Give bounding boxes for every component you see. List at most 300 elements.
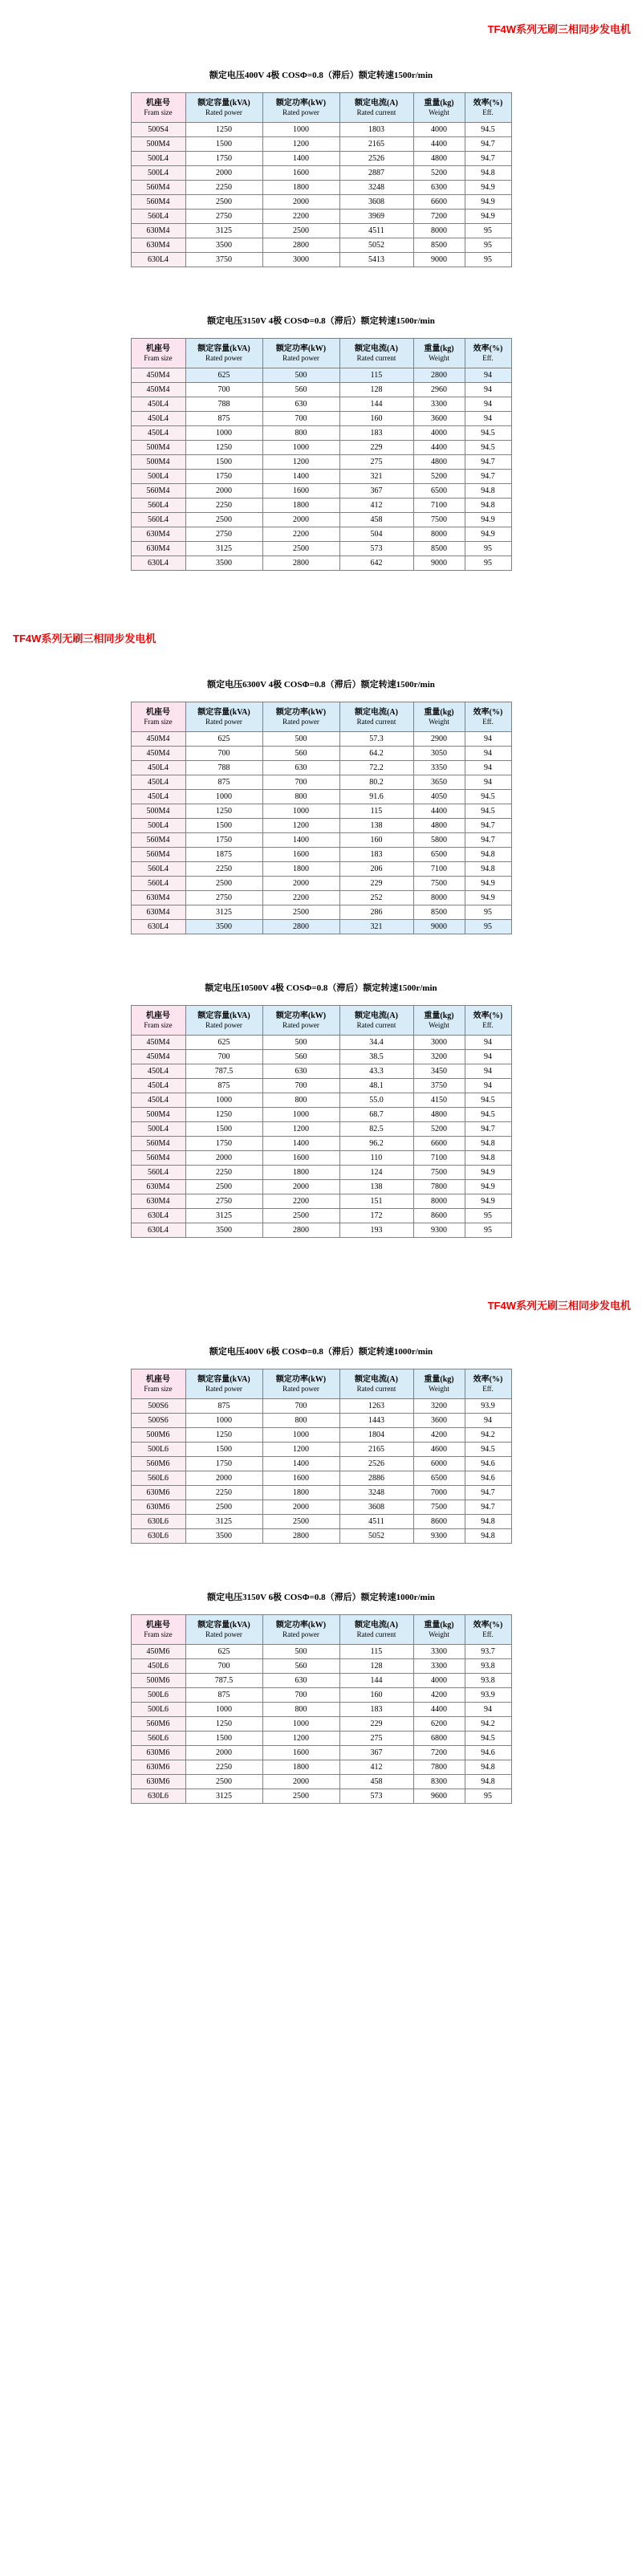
cell-weight: 7000 — [413, 1486, 465, 1500]
cell-weight: 8500 — [413, 542, 465, 556]
cell-rated-current: 3248 — [339, 181, 413, 195]
cell-efficiency: 94.8 — [465, 484, 511, 499]
col-header-kva-cn: 额定容量(kVA) — [197, 1620, 250, 1630]
cell-efficiency: 95 — [465, 905, 511, 920]
cell-rated-current: 38.5 — [339, 1050, 413, 1064]
col-header-kva-cn: 额定容量(kVA) — [197, 1374, 250, 1384]
cell-rated-kw: 700 — [262, 1688, 339, 1703]
spacer-between-t3-t4 — [0, 934, 642, 981]
col-header-frame — [131, 702, 185, 732]
cell-efficiency: 94 — [465, 1050, 511, 1064]
cell-efficiency: 94.5 — [465, 1732, 511, 1746]
cell-rated-kw: 1800 — [262, 499, 339, 513]
cell-rated-current: 43.3 — [339, 1064, 413, 1079]
cell-rated-kva: 2500 — [185, 1775, 262, 1789]
cell-efficiency: 94.5 — [465, 804, 511, 819]
spacer-between-t1-t2 — [0, 267, 642, 314]
col-header-weight-en: Weight — [429, 353, 449, 362]
cell-rated-current: 80.2 — [339, 775, 413, 790]
cell-rated-current: 1804 — [339, 1428, 413, 1443]
spacer-caption-5 — [0, 1357, 642, 1369]
spec-table-3150v-6p — [131, 1614, 512, 1804]
cell-frame: 450M4 — [131, 747, 185, 761]
table-row — [131, 1036, 511, 1050]
cell-rated-kva: 700 — [185, 1659, 262, 1674]
cell-weight: 4800 — [413, 455, 465, 470]
cell-rated-current: 1263 — [339, 1399, 413, 1414]
cell-rated-current: 138 — [339, 819, 413, 833]
col-header-eff-cn: 效率(%) — [473, 1620, 503, 1630]
cell-rated-kva: 3125 — [185, 542, 262, 556]
table-row — [131, 368, 511, 383]
col-header-kw — [262, 1615, 339, 1645]
cell-efficiency: 94.7 — [465, 455, 511, 470]
cell-rated-current: 286 — [339, 905, 413, 920]
cell-rated-current: 64.2 — [339, 747, 413, 761]
cell-frame: 450L4 — [131, 426, 185, 441]
cell-weight: 7500 — [413, 877, 465, 891]
col-header-eff-cn: 效率(%) — [473, 707, 503, 717]
cell-weight: 2900 — [413, 732, 465, 747]
cell-rated-kva: 625 — [185, 1036, 262, 1050]
cell-weight: 6500 — [413, 1471, 465, 1486]
cell-efficiency: 93.7 — [465, 1645, 511, 1659]
cell-weight: 7500 — [413, 1166, 465, 1180]
table-body — [131, 1036, 511, 1238]
cell-rated-current: 504 — [339, 527, 413, 542]
table-row — [131, 1166, 511, 1180]
cell-rated-kw: 630 — [262, 1674, 339, 1688]
col-header-kva — [185, 1006, 262, 1036]
cell-rated-kva: 1500 — [185, 137, 262, 152]
cell-efficiency: 94 — [465, 1079, 511, 1093]
section-header-1: TF4W系列无刷三相同步发电机 — [487, 23, 631, 35]
cell-efficiency: 94.9 — [465, 527, 511, 542]
cell-frame: 450L4 — [131, 775, 185, 790]
spec-table-3150v-4p — [131, 338, 512, 571]
cell-efficiency: 94.2 — [465, 1717, 511, 1732]
cell-rated-current: 1443 — [339, 1414, 413, 1428]
cell-rated-kw: 560 — [262, 1050, 339, 1064]
cell-rated-current: 115 — [339, 368, 413, 383]
cell-rated-kw: 1800 — [262, 862, 339, 877]
cell-rated-kva: 1250 — [185, 804, 262, 819]
cell-weight: 7100 — [413, 499, 465, 513]
cell-efficiency: 94 — [465, 732, 511, 747]
cell-frame: 500M4 — [131, 804, 185, 819]
cell-frame: 450M4 — [131, 383, 185, 397]
cell-rated-kva: 3125 — [185, 1515, 262, 1529]
cell-frame: 450L4 — [131, 1064, 185, 1079]
cell-weight: 7500 — [413, 1500, 465, 1515]
cell-frame: 450L4 — [131, 397, 185, 412]
cell-rated-kw: 1000 — [262, 1717, 339, 1732]
cell-frame: 500M4 — [131, 455, 185, 470]
cell-rated-current: 160 — [339, 1688, 413, 1703]
cell-rated-kva: 625 — [185, 368, 262, 383]
cell-weight: 9600 — [413, 1789, 465, 1804]
cell-rated-kva: 2500 — [185, 1180, 262, 1194]
cell-rated-kw: 2800 — [262, 920, 339, 934]
cell-efficiency: 94.9 — [465, 1194, 511, 1209]
spacer-caption-4 — [0, 994, 642, 1005]
cell-weight: 5200 — [413, 470, 465, 484]
cell-weight: 6500 — [413, 848, 465, 862]
cell-weight: 7200 — [413, 1746, 465, 1760]
cell-rated-kw: 2800 — [262, 1529, 339, 1544]
col-header-eff-cn: 效率(%) — [473, 1374, 503, 1384]
cell-weight: 3000 — [413, 1036, 465, 1050]
cell-efficiency: 94.7 — [465, 152, 511, 166]
cell-rated-kva: 788 — [185, 761, 262, 775]
cell-efficiency: 94 — [465, 1703, 511, 1717]
cell-frame: 560M6 — [131, 1717, 185, 1732]
cell-rated-current: 229 — [339, 877, 413, 891]
cell-frame: 560M4 — [131, 1151, 185, 1166]
table-row — [131, 123, 511, 137]
cell-weight: 4600 — [413, 1443, 465, 1457]
table-row — [131, 1471, 511, 1486]
cell-frame: 560L4 — [131, 877, 185, 891]
table-row — [131, 1079, 511, 1093]
table-row — [131, 732, 511, 747]
cell-weight: 8500 — [413, 238, 465, 253]
col-header-frame-en: Fram size — [144, 108, 173, 116]
cell-rated-kva: 875 — [185, 775, 262, 790]
cell-rated-kw: 1200 — [262, 1122, 339, 1137]
cell-weight: 3200 — [413, 1399, 465, 1414]
cell-rated-current: 172 — [339, 1209, 413, 1223]
cell-rated-kva: 2500 — [185, 877, 262, 891]
cell-frame: 560L4 — [131, 862, 185, 877]
col-header-weight-cn: 重量(kg) — [424, 1011, 454, 1020]
cell-efficiency: 95 — [465, 920, 511, 934]
cell-rated-kva: 2500 — [185, 1500, 262, 1515]
cell-weight: 4400 — [413, 1703, 465, 1717]
col-header-kva-en: Rated power — [205, 1020, 242, 1029]
cell-frame: 630M4 — [131, 1194, 185, 1209]
cell-rated-kw: 2200 — [262, 891, 339, 905]
cell-frame: 630M6 — [131, 1746, 185, 1760]
table-header — [131, 1006, 511, 1036]
col-header-weight-cn: 重量(kg) — [424, 1620, 454, 1630]
table-row — [131, 1775, 511, 1789]
col-header-amp — [339, 702, 413, 732]
cell-efficiency: 94.9 — [465, 195, 511, 210]
col-header-frame-en: Fram size — [144, 717, 173, 726]
table-row — [131, 1428, 511, 1443]
top-spacer — [0, 0, 642, 21]
cell-rated-kw: 500 — [262, 732, 339, 747]
cell-rated-current: 2526 — [339, 152, 413, 166]
cell-rated-kw: 1400 — [262, 1137, 339, 1151]
cell-rated-kw: 1200 — [262, 455, 339, 470]
cell-weight: 9000 — [413, 253, 465, 267]
cell-weight: 4000 — [413, 123, 465, 137]
col-header-kva — [185, 339, 262, 368]
cell-weight: 3600 — [413, 1414, 465, 1428]
cell-weight: 6300 — [413, 181, 465, 195]
cell-frame: 500L4 — [131, 1122, 185, 1137]
table-row — [131, 527, 511, 542]
col-header-kw — [262, 339, 339, 368]
col-header-frame-en: Fram size — [144, 1020, 173, 1029]
cell-rated-current: 5052 — [339, 238, 413, 253]
cell-efficiency: 94.7 — [465, 470, 511, 484]
cell-rated-kva: 1000 — [185, 426, 262, 441]
cell-weight: 7800 — [413, 1760, 465, 1775]
table-row — [131, 1122, 511, 1137]
cell-frame: 500M6 — [131, 1428, 185, 1443]
cell-frame: 560M6 — [131, 1457, 185, 1471]
cell-weight: 7500 — [413, 513, 465, 527]
cell-rated-kw: 2200 — [262, 210, 339, 224]
col-header-frame-cn: 机座号 — [146, 1011, 170, 1020]
cell-efficiency: 93.9 — [465, 1688, 511, 1703]
cell-rated-kva: 787.5 — [185, 1674, 262, 1688]
cell-rated-kw: 2500 — [262, 1789, 339, 1804]
cell-efficiency: 94 — [465, 1414, 511, 1428]
cell-rated-kw: 3000 — [262, 253, 339, 267]
table-row — [131, 819, 511, 833]
cell-efficiency: 94.5 — [465, 1093, 511, 1108]
cell-weight: 4800 — [413, 1108, 465, 1122]
table-body — [131, 1645, 511, 1804]
table-row — [131, 1050, 511, 1064]
col-header-kw — [262, 93, 339, 123]
col-header-kw — [262, 1006, 339, 1036]
cell-efficiency: 94.7 — [465, 819, 511, 833]
cell-rated-kva: 1500 — [185, 819, 262, 833]
cell-efficiency: 94.5 — [465, 426, 511, 441]
cell-frame: 630M4 — [131, 891, 185, 905]
col-header-weight-cn: 重量(kg) — [424, 707, 454, 717]
cell-rated-kw: 2000 — [262, 877, 339, 891]
col-header-frame-cn: 机座号 — [146, 1374, 170, 1384]
col-header-eff-en: Eff. — [482, 1020, 494, 1029]
col-header-kw-cn: 额定功率(kW) — [275, 707, 327, 717]
table-row — [131, 1674, 511, 1688]
cell-rated-kw: 560 — [262, 1659, 339, 1674]
cell-rated-current: 115 — [339, 1645, 413, 1659]
table-row — [131, 1688, 511, 1703]
col-header-amp — [339, 1006, 413, 1036]
table-row — [131, 383, 511, 397]
cell-rated-current: 3608 — [339, 1500, 413, 1515]
cell-frame: 630M6 — [131, 1500, 185, 1515]
cell-weight: 5200 — [413, 1122, 465, 1137]
cell-weight: 4200 — [413, 1428, 465, 1443]
col-header-weight — [413, 702, 465, 732]
table-row — [131, 253, 511, 267]
cell-frame: 630M4 — [131, 238, 185, 253]
cell-weight: 7200 — [413, 210, 465, 224]
table-row — [131, 210, 511, 224]
cell-rated-kva: 1000 — [185, 1414, 262, 1428]
cell-efficiency: 94.9 — [465, 1180, 511, 1194]
table-row — [131, 1486, 511, 1500]
cell-weight: 3050 — [413, 747, 465, 761]
table-row — [131, 1645, 511, 1659]
cell-rated-kva: 3500 — [185, 556, 262, 571]
col-header-eff-en: Eff. — [482, 717, 494, 726]
cell-rated-kw: 800 — [262, 790, 339, 804]
cell-efficiency: 94.8 — [465, 862, 511, 877]
cell-rated-kw: 2500 — [262, 224, 339, 238]
cell-rated-kva: 1750 — [185, 152, 262, 166]
bottom-spacer — [0, 1804, 642, 1836]
table-row — [131, 455, 511, 470]
cell-frame: 630M6 — [131, 1486, 185, 1500]
cell-rated-kva: 700 — [185, 747, 262, 761]
cell-rated-kva: 1750 — [185, 1137, 262, 1151]
table-body — [131, 368, 511, 571]
col-header-weight-en: Weight — [429, 1384, 449, 1393]
table-row — [131, 137, 511, 152]
cell-rated-kw: 500 — [262, 1645, 339, 1659]
table-row — [131, 1529, 511, 1544]
cell-weight: 9300 — [413, 1529, 465, 1544]
cell-efficiency: 95 — [465, 238, 511, 253]
cell-rated-kva: 788 — [185, 397, 262, 412]
col-header-amp — [339, 1615, 413, 1645]
cell-rated-kva: 1250 — [185, 1717, 262, 1732]
cell-efficiency: 94.6 — [465, 1746, 511, 1760]
cell-rated-current: 4511 — [339, 224, 413, 238]
cell-weight: 4400 — [413, 137, 465, 152]
cell-frame: 450M4 — [131, 732, 185, 747]
cell-frame: 560M4 — [131, 1137, 185, 1151]
cell-efficiency: 94 — [465, 775, 511, 790]
col-header-frame — [131, 1369, 185, 1399]
cell-weight: 5200 — [413, 166, 465, 181]
table-caption-400v-4p: 额定电压400V 4极 COSΦ=0.8（滞后）额定转速1500r/min — [209, 71, 433, 80]
cell-frame: 630M4 — [131, 905, 185, 920]
cell-frame: 630L4 — [131, 920, 185, 934]
table-row — [131, 542, 511, 556]
cell-rated-kva: 2250 — [185, 499, 262, 513]
col-header-amp-en: Rated current — [356, 353, 396, 362]
cell-weight: 8000 — [413, 224, 465, 238]
col-header-weight-cn: 重量(kg) — [424, 1374, 454, 1384]
cell-rated-current: 68.7 — [339, 1108, 413, 1122]
cell-rated-current: 5413 — [339, 253, 413, 267]
cell-rated-kva: 1250 — [185, 1428, 262, 1443]
col-header-eff — [465, 1369, 511, 1399]
cell-efficiency: 94 — [465, 1036, 511, 1050]
cell-rated-current: 412 — [339, 499, 413, 513]
table-container-6300v-4p — [0, 702, 642, 934]
cell-rated-current: 183 — [339, 848, 413, 862]
cell-weight: 4150 — [413, 1093, 465, 1108]
cell-rated-current: 124 — [339, 1166, 413, 1180]
cell-rated-kw: 630 — [262, 397, 339, 412]
col-header-eff — [465, 93, 511, 123]
cell-weight: 4000 — [413, 1674, 465, 1688]
cell-efficiency: 93.8 — [465, 1659, 511, 1674]
cell-weight: 3650 — [413, 775, 465, 790]
table-row — [131, 499, 511, 513]
col-header-kw-cn: 额定功率(kW) — [275, 1011, 327, 1020]
col-header-weight — [413, 1369, 465, 1399]
cell-weight: 3750 — [413, 1079, 465, 1093]
spec-table-6300v-4p — [131, 702, 512, 934]
cell-rated-kw: 1600 — [262, 166, 339, 181]
cell-rated-kw: 800 — [262, 1093, 339, 1108]
col-header-amp-cn: 额定电流(A) — [355, 707, 398, 717]
cell-weight: 4800 — [413, 152, 465, 166]
col-header-kw-en: Rated power — [282, 353, 319, 362]
col-header-eff-en: Eff. — [482, 1384, 494, 1393]
cell-rated-current: 1803 — [339, 123, 413, 137]
table-row — [131, 905, 511, 920]
cell-rated-kw: 560 — [262, 383, 339, 397]
cell-rated-current: 321 — [339, 470, 413, 484]
cell-frame: 630L4 — [131, 253, 185, 267]
cell-rated-kva: 2000 — [185, 166, 262, 181]
cell-rated-kw: 2200 — [262, 1194, 339, 1209]
col-header-eff-en: Eff. — [482, 1630, 494, 1638]
col-header-kw-en: Rated power — [282, 1630, 319, 1638]
col-header-kva — [185, 93, 262, 123]
cell-efficiency: 94.5 — [465, 441, 511, 455]
table-header-row — [131, 339, 511, 368]
cell-efficiency: 94.8 — [465, 499, 511, 513]
cell-frame: 500L4 — [131, 166, 185, 181]
table-caption-3150v-4p: 额定电压3150V 4极 COSΦ=0.8（滞后）额定转速1500r/min — [207, 316, 435, 326]
cell-rated-kw: 1200 — [262, 819, 339, 833]
table-row — [131, 238, 511, 253]
cell-rated-kw: 1800 — [262, 181, 339, 195]
col-header-amp-cn: 额定电流(A) — [355, 1620, 398, 1630]
cell-rated-kw: 1400 — [262, 152, 339, 166]
table-row — [131, 775, 511, 790]
table-caption-3150v-6p: 额定电压3150V 6极 COSΦ=0.8（滞后）额定转速1000r/min — [207, 1593, 435, 1602]
cell-rated-kw: 700 — [262, 775, 339, 790]
cell-rated-kw: 700 — [262, 1079, 339, 1093]
col-header-weight-cn: 重量(kg) — [424, 98, 454, 108]
cell-frame: 450L4 — [131, 761, 185, 775]
cell-rated-kw: 1000 — [262, 441, 339, 455]
table-row — [131, 804, 511, 819]
cell-rated-kva: 3500 — [185, 1223, 262, 1238]
cell-efficiency: 94.7 — [465, 1122, 511, 1137]
cell-rated-kw: 1000 — [262, 1108, 339, 1122]
cell-weight: 8500 — [413, 905, 465, 920]
col-header-amp-en: Rated current — [356, 1384, 396, 1393]
cell-rated-current: 183 — [339, 1703, 413, 1717]
cell-rated-current: 138 — [339, 1180, 413, 1194]
cell-efficiency: 94.8 — [465, 1137, 511, 1151]
cell-rated-current: 229 — [339, 1717, 413, 1732]
cell-efficiency: 94 — [465, 747, 511, 761]
table-container-400v-4p — [0, 92, 642, 267]
cell-frame: 500S6 — [131, 1414, 185, 1428]
cell-frame: 630M4 — [131, 1180, 185, 1194]
table-row — [131, 441, 511, 455]
col-header-eff-en: Eff. — [482, 353, 494, 362]
cell-rated-current: 458 — [339, 513, 413, 527]
cell-efficiency: 94.9 — [465, 1166, 511, 1180]
cell-rated-kw: 800 — [262, 1414, 339, 1428]
cell-frame: 500L4 — [131, 819, 185, 833]
col-header-kw-en: Rated power — [282, 717, 319, 726]
table-row — [131, 1443, 511, 1457]
spacer-caption-2 — [0, 327, 642, 338]
cell-rated-current: 2887 — [339, 166, 413, 181]
table-row — [131, 848, 511, 862]
cell-weight: 8000 — [413, 527, 465, 542]
